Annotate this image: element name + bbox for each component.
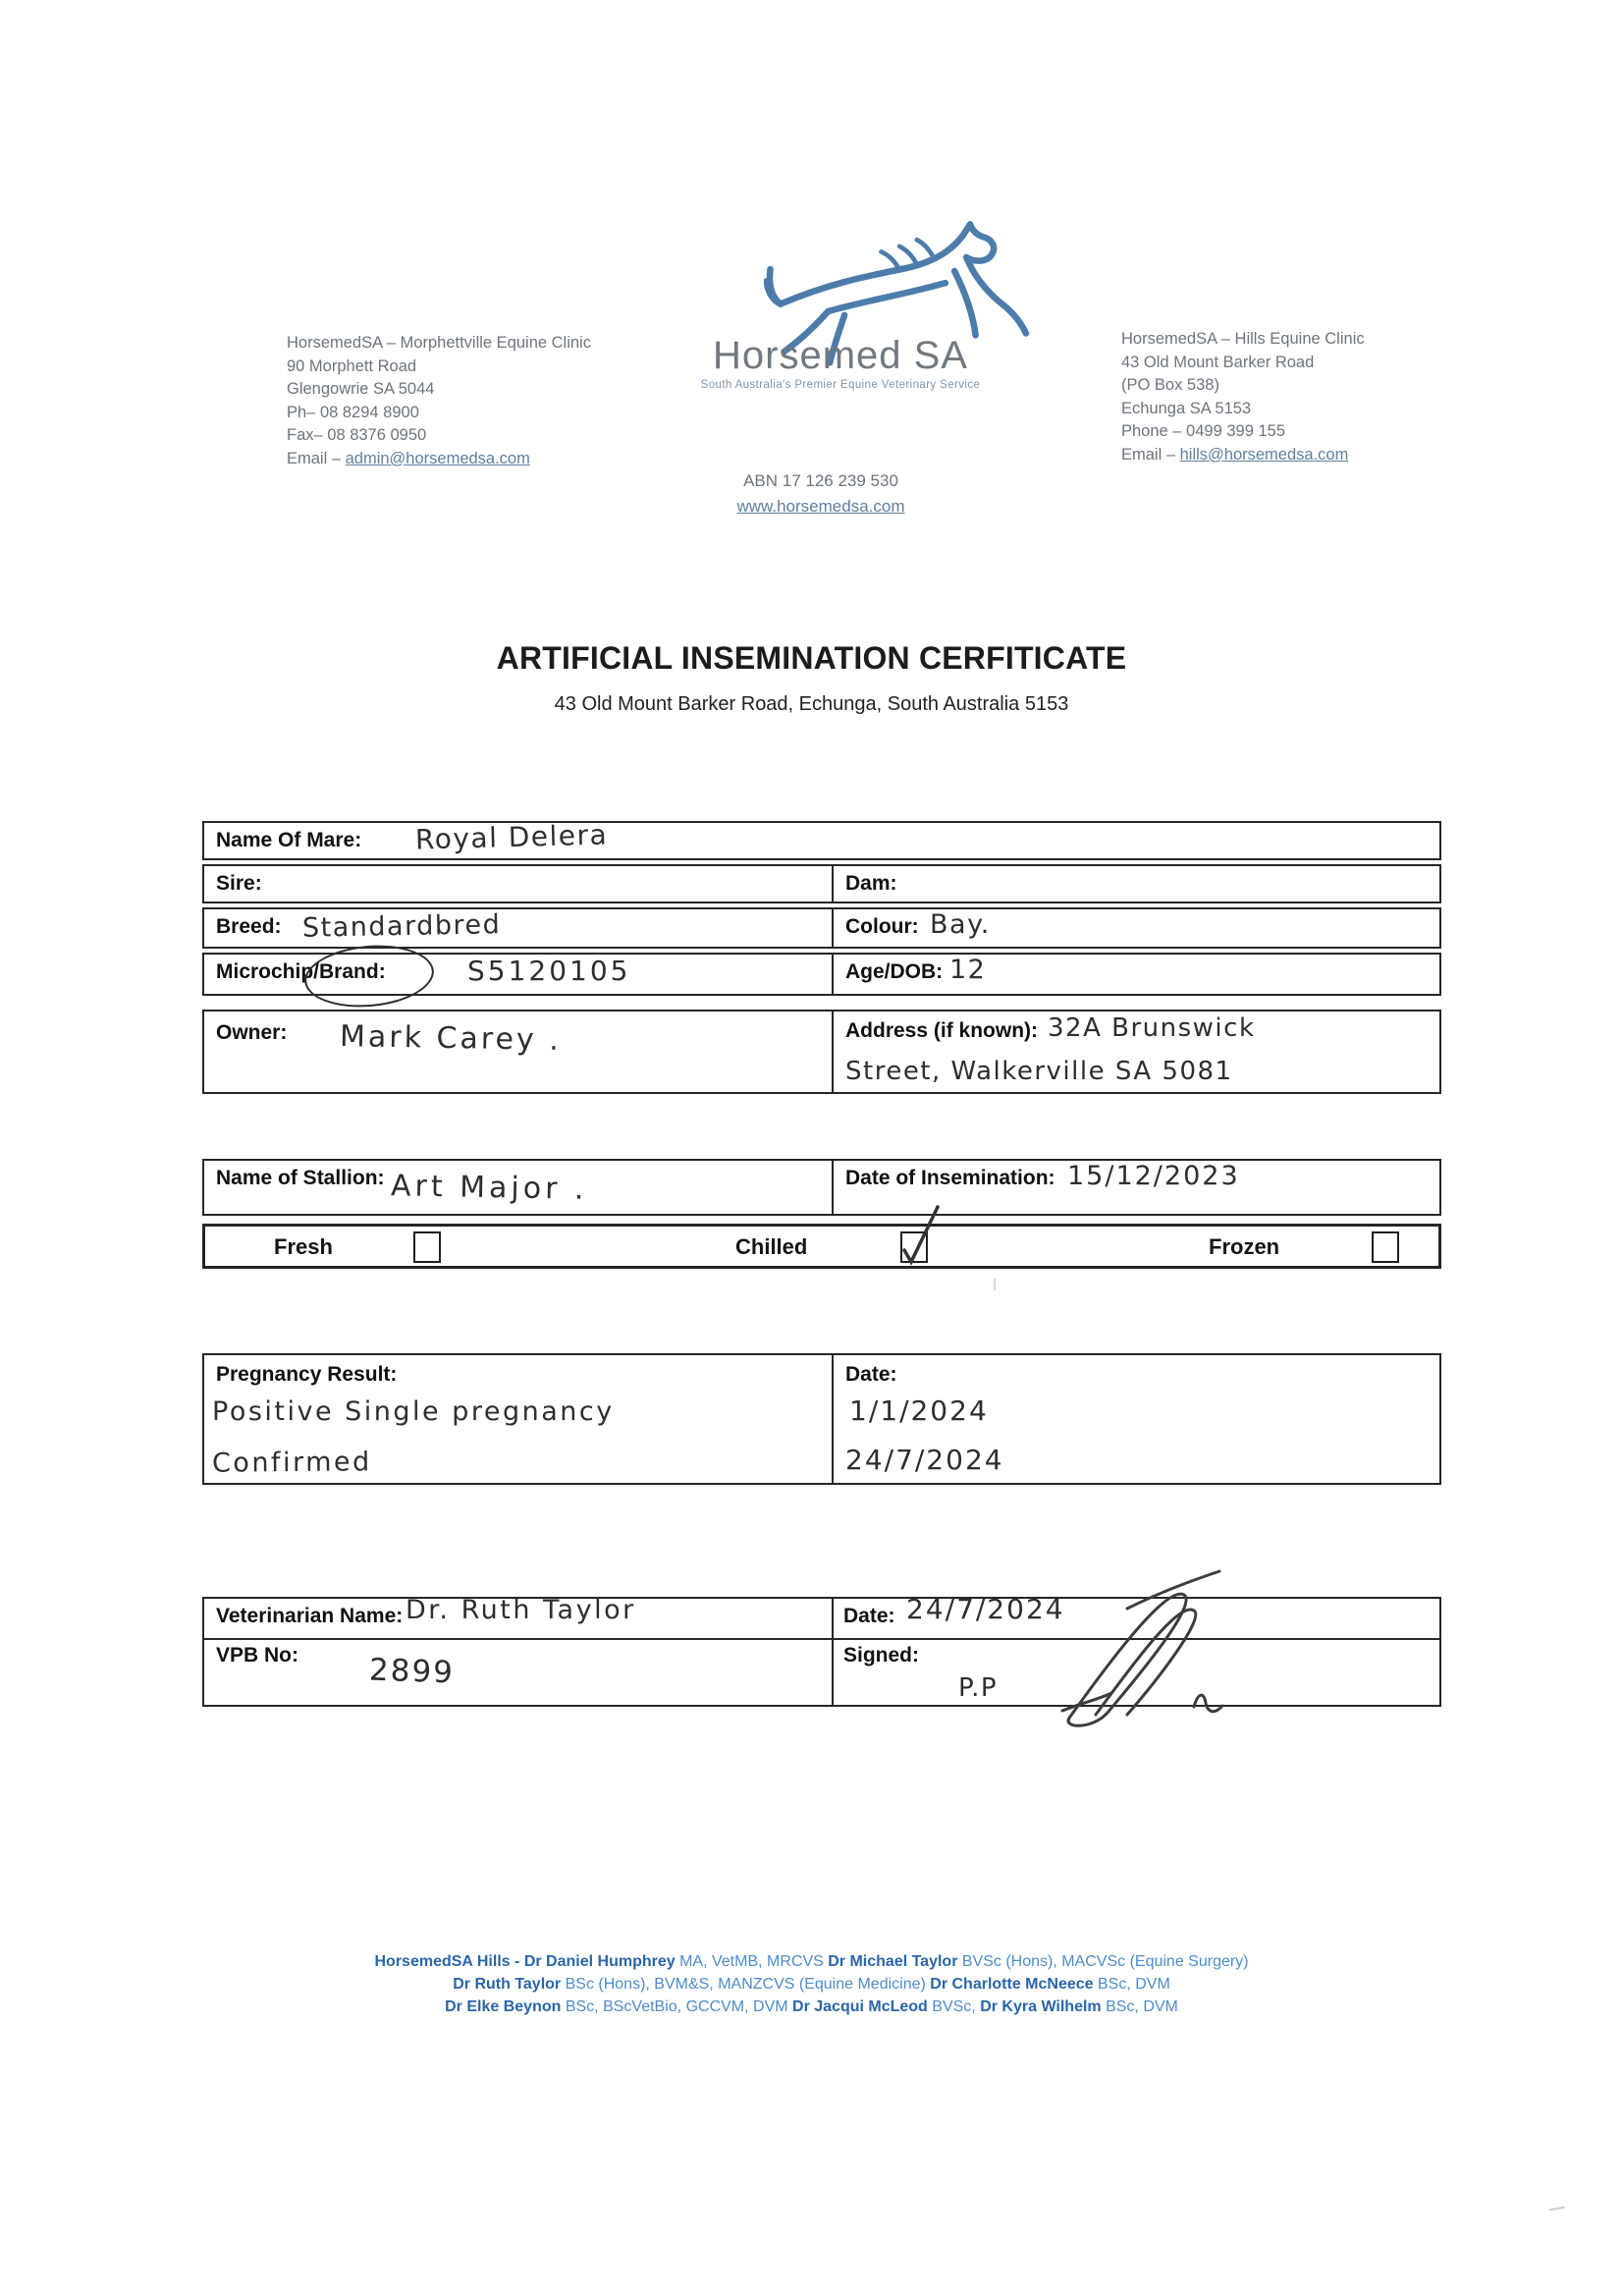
page-subtitle: 43 Old Mount Barker Road, Echunga, South Australia 5153 bbox=[554, 693, 1069, 715]
fresh-label: Fresh bbox=[274, 1234, 333, 1259]
mare-name-label: Name Of Mare: bbox=[216, 829, 362, 851]
clinic-phone: Ph– 08 8294 8900 bbox=[287, 403, 419, 421]
owner-table bbox=[202, 1010, 1441, 1094]
clinic-street: 43 Old Mount Barker Road bbox=[1121, 353, 1315, 371]
semen-type-row bbox=[202, 1224, 1441, 1269]
pregnancy-result-line1: Positive Single pregnancy bbox=[212, 1396, 615, 1427]
breed-colour-row bbox=[202, 907, 1441, 949]
insemination-date-value: 15/12/2023 bbox=[1067, 1161, 1240, 1191]
sire-label: Sire: bbox=[216, 872, 262, 895]
pregnancy-date-label: Date: bbox=[845, 1363, 897, 1386]
age-label: Age/DOB: bbox=[845, 960, 944, 983]
fresh-checkbox bbox=[413, 1231, 441, 1263]
microchip-value: S5120105 bbox=[467, 955, 631, 987]
stray-pen-mark bbox=[994, 1279, 996, 1290]
microchip-label-brand: Brand: bbox=[319, 960, 386, 983]
stallion-label: Name of Stallion: bbox=[216, 1167, 385, 1189]
stallion-table bbox=[202, 1159, 1441, 1216]
signed-label: Signed: bbox=[843, 1644, 919, 1667]
chilled-check-icon bbox=[893, 1205, 944, 1268]
logo-tagline: South Australia's Premier Equine Veterinary Service bbox=[700, 379, 981, 391]
microchip-label bbox=[216, 960, 386, 984]
address-value-line2: Street, Walkerville SA 5081 bbox=[845, 1057, 1233, 1086]
footer-name-segment: Dr Kyra Wilhelm bbox=[980, 1998, 1102, 2015]
clinic-name: HorsemedSA – Morphettville Equine Clinic bbox=[287, 334, 591, 352]
footer bbox=[0, 1950, 1623, 2018]
clinic-street: 90 Morphett Road bbox=[287, 356, 417, 375]
footer-qualification-segment: BVSc, bbox=[927, 1998, 981, 2015]
stallion-cell bbox=[204, 1161, 832, 1214]
clinic-email-line bbox=[1121, 444, 1455, 467]
signed-value: P.P bbox=[958, 1673, 999, 1703]
colour-value: Bay. bbox=[930, 909, 991, 940]
clinic-pobox: (PO Box 538) bbox=[1121, 376, 1219, 394]
clinic-phone: Phone – 0499 399 155 bbox=[1121, 422, 1285, 440]
pregnancy-result-label: Pregnancy Result: bbox=[216, 1363, 398, 1386]
pregnancy-date-line1: 1/1/2024 bbox=[849, 1394, 989, 1427]
owner-label: Owner: bbox=[216, 1021, 288, 1044]
chilled-label: Chilled bbox=[735, 1234, 808, 1259]
sire-dam-row bbox=[202, 864, 1441, 903]
vpb-value: 2899 bbox=[368, 1652, 456, 1691]
clinic-name: HorsemedSA – Hills Equine Clinic bbox=[1121, 330, 1365, 348]
footer-name-segment: Dr Elke Beynon bbox=[445, 1998, 562, 2015]
clinic-suburb: Glengowrie SA 5044 bbox=[287, 380, 435, 398]
vet-col-divider bbox=[832, 1599, 834, 1705]
breed-value: Standardbred bbox=[301, 909, 502, 944]
footer-name-segment: HorsemedSA Hills - Dr Daniel Humphrey bbox=[374, 1953, 676, 1970]
address-label: Address (if known): bbox=[845, 1019, 1039, 1042]
vet-name-value: Dr. Ruth Taylor bbox=[406, 1595, 636, 1625]
footer-name-segment: Dr Ruth Taylor bbox=[453, 1976, 562, 1993]
age-value: 12 bbox=[949, 955, 987, 985]
stallion-value: Art Major . bbox=[390, 1169, 588, 1207]
owner-value: Mark Carey . bbox=[339, 1019, 563, 1058]
footer-name-segment: Dr Jacqui McLeod bbox=[792, 1998, 928, 2015]
vet-name-label: Veterinarian Name: bbox=[216, 1605, 404, 1627]
address-cell bbox=[832, 1011, 1439, 1092]
footer-line bbox=[0, 1973, 1623, 1995]
footer-qualification-segment: BSc, DVM bbox=[1101, 1998, 1178, 2015]
pregnancy-result-cell bbox=[204, 1355, 832, 1483]
footer-qualification-segment: BSc (Hons), BVM&S, MANZCVS (Equine Medicine) bbox=[561, 1976, 931, 1993]
pregnancy-result-line2: Confirmed bbox=[211, 1447, 372, 1479]
right-clinic-block bbox=[1121, 328, 1455, 466]
breed-cell bbox=[204, 909, 832, 947]
left-clinic-block bbox=[287, 332, 621, 470]
vet-date-value: 24/7/2024 bbox=[906, 1593, 1065, 1625]
footer-qualification-segment: MA, VetMB, MRCVS bbox=[675, 1953, 829, 1970]
website-link[interactable]: www.horsemedsa.com bbox=[736, 497, 905, 516]
insemination-date-label: Date of Insemination: bbox=[845, 1167, 1055, 1189]
age-cell bbox=[832, 955, 1439, 994]
pregnancy-date-cell bbox=[832, 1355, 1439, 1483]
dam-label: Dam: bbox=[845, 872, 897, 895]
page-title: ARTIFICIAL INSEMINATION CERFITICATE bbox=[496, 640, 1127, 676]
scan-artifact bbox=[1549, 2207, 1566, 2215]
left-clinic-email-link[interactable]: admin@horsemedsa.com bbox=[345, 449, 530, 467]
right-clinic-email-link[interactable]: hills@horsemedsa.com bbox=[1179, 445, 1349, 464]
footer-line bbox=[0, 1995, 1623, 2018]
owner-cell bbox=[204, 1011, 832, 1092]
footer-qualification-segment: BSc, DVM bbox=[1093, 1976, 1170, 1993]
footer-line bbox=[0, 1950, 1623, 1973]
pregnancy-table bbox=[202, 1353, 1441, 1485]
logo-wordmark: Horsemed SA bbox=[713, 334, 968, 377]
mare-name-value: Royal Delera bbox=[414, 818, 609, 856]
breed-label: Breed: bbox=[216, 915, 282, 938]
microchip-label-prefix: Microchip/ bbox=[216, 960, 320, 983]
email-prefix: Email – bbox=[287, 449, 346, 467]
footer-name-segment: Dr Michael Taylor bbox=[828, 1953, 958, 1970]
address-value-line1: 32A Brunswick bbox=[1048, 1013, 1256, 1043]
frozen-checkbox bbox=[1372, 1231, 1399, 1263]
abn-text: ABN 17 126 239 530 bbox=[743, 471, 898, 490]
footer-qualification-segment: BVSc (Hons), MACVSc (Equine Surgery) bbox=[957, 1953, 1249, 1970]
microchip-cell bbox=[204, 955, 832, 994]
clinic-fax: Fax– 08 8376 0950 bbox=[287, 426, 427, 444]
frozen-label: Frozen bbox=[1209, 1234, 1280, 1259]
website-line bbox=[664, 497, 978, 517]
vet-row-divider bbox=[204, 1638, 1439, 1640]
colour-label: Colour: bbox=[845, 915, 919, 938]
vet-date-label: Date: bbox=[843, 1605, 895, 1627]
clinic-email-line bbox=[287, 448, 621, 471]
footer-qualification-segment: BSc, BScVetBio, GCCVM, DVM bbox=[561, 1998, 793, 2015]
colour-cell bbox=[832, 909, 1439, 947]
mare-name-row bbox=[202, 818, 1441, 860]
footer-name-segment: Dr Charlotte McNeece bbox=[930, 1976, 1094, 1993]
pregnancy-date-line2: 24/7/2024 bbox=[845, 1444, 1004, 1476]
email-prefix: Email – bbox=[1121, 445, 1180, 464]
signature-scribble bbox=[1001, 1567, 1247, 1724]
veterinarian-table bbox=[202, 1593, 1441, 1707]
dam-cell bbox=[832, 866, 1439, 902]
vpb-label: VPB No: bbox=[216, 1644, 298, 1667]
microchip-age-row bbox=[202, 953, 1441, 996]
clinic-suburb: Echunga SA 5153 bbox=[1121, 399, 1252, 417]
sire-cell bbox=[204, 866, 832, 902]
